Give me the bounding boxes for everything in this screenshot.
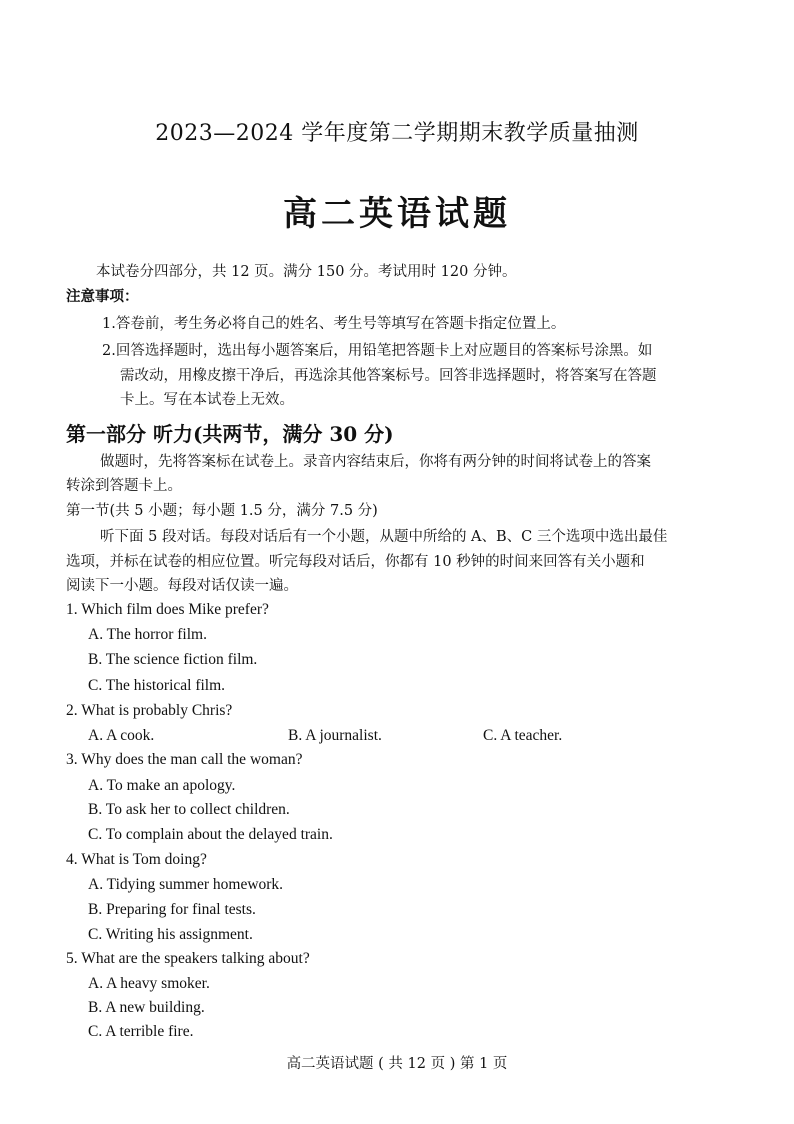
question-3-option-a: A. To make an apology. [88, 777, 236, 794]
part-1-instruction-line-1: 做题时，先将答案标在试卷上。录音内容结束后，你将有两分钟的时间将试卷上的答案 [100, 454, 651, 470]
note-2-line-2: 需改动，用橡皮擦干净后，再选涂其他答案标号。回答非选择题时，将答案写在答题 [120, 368, 657, 384]
section-1-title: 第一节(共 5 小题；每小题 1.5 分，满分 7.5 分) [66, 503, 378, 519]
question-1-option-a: A. The horror film. [88, 626, 207, 643]
paper-title: 高二英语试题 [283, 194, 511, 234]
question-4-option-a: A. Tidying summer homework. [88, 876, 284, 893]
exam-heading: 2023—2024 学年度第二学期期末教学质量抽测 [155, 121, 639, 146]
question-1-option-b: B. The science fiction film. [88, 651, 258, 668]
question-5-option-c: C. A terrible fire. [88, 1023, 194, 1040]
question-3-option-b: B. To ask her to collect children. [88, 801, 290, 818]
note-2-line-3: 卡上。写在本试卷上无效。 [120, 392, 294, 408]
section-1-line-1: 听下面 5 段对话。每段对话后有一个小题，从题中所给的 A、B、C 三个选项中选出最佳 [100, 529, 668, 545]
exam-summary: 本试卷分四部分，共 12 页。满分 150 分。考试用时 120 分钟。 [96, 264, 517, 280]
question-1-stem: 1. Which film does Mike prefer? [66, 601, 269, 618]
question-5-option-a: A. A heavy smoker. [88, 975, 210, 992]
question-1-option-c: C. The historical film. [88, 677, 226, 694]
note-1: 1.答卷前，考生务必将自己的姓名、考生号等填写在答题卡指定位置上。 [102, 316, 566, 332]
question-3-option-c: C. To complain about the delayed train. [88, 826, 333, 843]
part-1-title: 第一部分 听力(共两节，满分 30 分) [66, 422, 394, 446]
page-footer: 高二英语试题 ( 共 12 页 ) 第 1 页 [286, 1056, 508, 1072]
question-2-option-a: A. A cook. [88, 727, 155, 744]
part-1-instruction-line-2: 转涂到答题卡上。 [66, 478, 182, 494]
question-3-stem: 3. Why does the man call the woman? [66, 751, 303, 768]
question-4-option-b: B. Preparing for final tests. [88, 901, 256, 918]
question-5-stem: 5. What are the speakers talking about? [66, 950, 310, 967]
question-5-option-b: B. A new building. [88, 999, 205, 1016]
question-2-option-c: C. A teacher. [483, 727, 563, 744]
question-2-stem: 2. What is probably Chris? [66, 702, 233, 719]
question-4-option-c: C. Writing his assignment. [88, 926, 253, 943]
question-4-stem: 4. What is Tom doing? [66, 851, 207, 868]
notes-heading: 注意事项： [66, 288, 139, 305]
note-2-line-1: 2.回答选择题时，选出每小题答案后，用铅笔把答题卡上对应题目的答案标号涂黑。如 [102, 343, 653, 359]
question-2-option-b: B. A journalist. [288, 727, 382, 744]
section-1-line-2: 选项，并标在试卷的相应位置。听完每段对话后，你都有 10 秒钟的时间来回答有关小题和 [66, 554, 645, 570]
section-1-line-3: 阅读下一小题。每段对话仅读一遍。 [66, 578, 298, 594]
